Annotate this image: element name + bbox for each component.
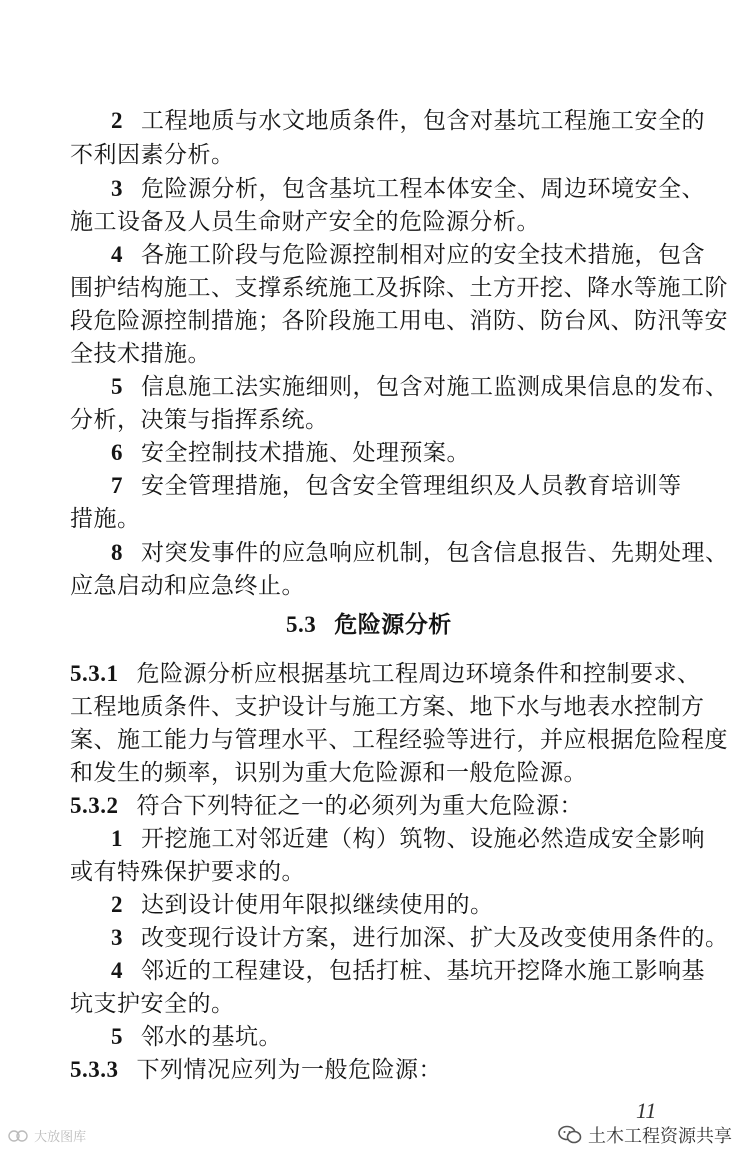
item-4-line-1: 4 邻近的工程建设，包括打桩、基坑开挖降水施工影响基 (111, 958, 705, 984)
section-heading: 5.3 危险源分析 (286, 611, 452, 638)
paragraph-4-line-4: 全技术措施。 (70, 341, 211, 367)
paragraph-8-line-2: 应急启动和应急终止。 (70, 573, 305, 599)
paragraph-2-line-2: 不利因素分析。 (70, 142, 235, 168)
wechat-icon (558, 1126, 588, 1147)
clause-5-3-1-line-3: 案、施工能力与管理水平、工程经验等进行，并应根据危险程度 (70, 727, 728, 753)
clause-5-3-2-line-1: 5.3.2 符合下列特征之一的必须列为重大危险源： (70, 793, 583, 819)
paragraph-3-line-1: 3 危险源分析，包含基坑工程本体安全、周边环境安全、 (111, 176, 705, 202)
watermark-right (558, 1122, 732, 1148)
paragraph-5-line-1: 5 信息施工法实施细则，包含对施工监测成果信息的发布、 (111, 374, 729, 400)
item-3-line-1: 3 改变现行设计方案，进行加深、扩大及改变使用条件的。 (111, 925, 729, 951)
paragraph-6-line-1: 6 安全控制技术措施、处理预案。 (111, 440, 470, 466)
paragraph-4-line-3: 段危险源控制措施；各阶段施工用电、消防、防台风、防汛等安 (70, 308, 728, 334)
page-number: 11 (636, 1098, 657, 1123)
paragraph-7-line-1: 7 安全管理措施，包含安全管理组织及人员教育培训等 (111, 473, 682, 499)
watermark-left (8, 1126, 86, 1145)
item-4-line-2: 坑支护安全的。 (70, 991, 235, 1017)
paragraph-2-line-1: 2 工程地质与水文地质条件，包含对基坑工程施工安全的 (111, 108, 705, 134)
item-1-line-1: 1 开挖施工对邻近建（构）筑物、设施必然造成安全影响 (111, 826, 705, 852)
item-2-line-1: 2 达到设计使用年限拟继续使用的。 (111, 892, 494, 918)
paragraph-8-line-1: 8 对突发事件的应急响应机制，包含信息报告、先期处理、 (111, 540, 729, 566)
paragraph-5-line-2: 分析，决策与指挥系统。 (70, 407, 329, 433)
clause-5-3-1-line-4: 和发生的频率，识别为重大危险源和一般危险源。 (70, 760, 587, 786)
clause-5-3-3-line-1: 5.3.3 下列情况应列为一般危险源： (70, 1057, 442, 1083)
paragraph-7-line-2: 措施。 (70, 506, 141, 532)
item-5-line-1: 5 邻水的基坑。 (111, 1024, 282, 1050)
paragraph-3-line-2: 施工设备及人员生命财产安全的危险源分析。 (70, 209, 540, 235)
item-1-line-2: 或有特殊保护要求的。 (70, 859, 305, 885)
paragraph-4-line-1: 4 各施工阶段与危险源控制相对应的安全技术措施，包含 (111, 242, 705, 268)
watermark-left-text: 大放图库 (34, 1130, 87, 1145)
clause-5-3-1-line-1: 5.3.1 危险源分析应根据基坑工程周边环境条件和控制要求、 (70, 661, 701, 687)
clause-5-3-1-line-2: 工程地质条件、支护设计与施工方案、地下水与地表水控制方 (70, 694, 705, 720)
watermark-logo-icon (8, 1130, 34, 1145)
paragraph-4-line-2: 围护结构施工、支撑系统施工及拆除、土方开挖、降水等施工阶 (70, 275, 728, 301)
watermark-right-text: 土木工程资源共享 (588, 1126, 732, 1147)
